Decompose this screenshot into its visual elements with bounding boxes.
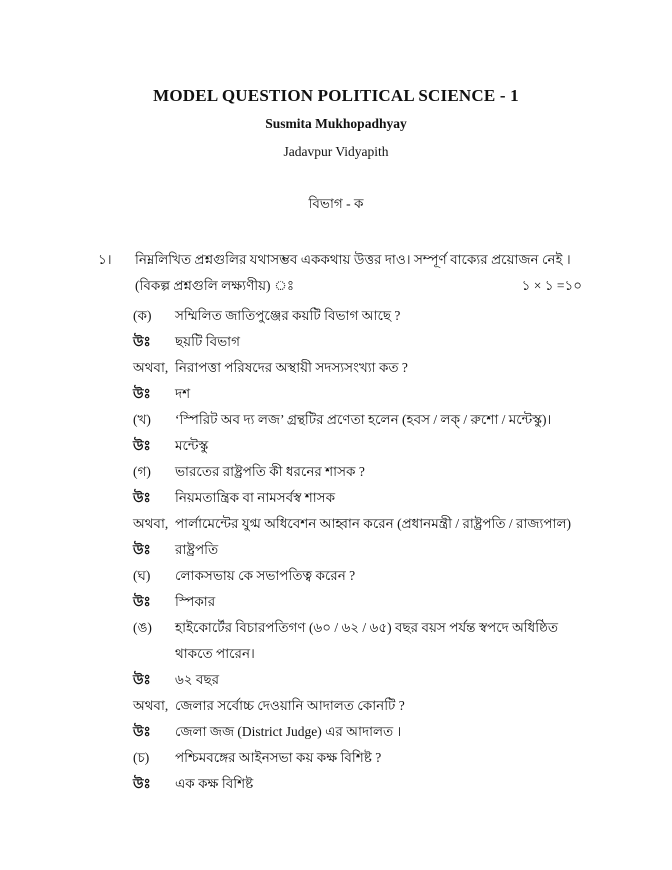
alt-question-row bbox=[133, 511, 582, 537]
sub-question-row bbox=[133, 563, 582, 589]
answer-row bbox=[133, 381, 582, 407]
item-label: অথবা, bbox=[133, 698, 169, 713]
item-text: সম্মিলিত জাতিপুঞ্জের কয়টি বিভাগ আছে ? bbox=[175, 308, 401, 323]
item-text: ‘স্পিরিট অব দ্য লজ’ গ্রন্থটির প্রণেতা হলেন (হবস / লক্ / রুশো / মন্টেস্কু)। bbox=[175, 412, 552, 427]
section-heading: বিভাগ - ক bbox=[308, 196, 364, 211]
item-text: নিয়মতান্ত্রিক বা নামসর্বস্ব শাসক bbox=[175, 490, 336, 505]
item-text: ৬২ বছর bbox=[175, 672, 220, 687]
item-text: নিরাপত্তা পরিষদের অস্থায়ী সদস্যসংখ্যা কত ? bbox=[175, 360, 408, 375]
question-marks: ১ × ১ =১০ bbox=[521, 278, 582, 293]
item-label: (খ) bbox=[133, 412, 151, 427]
item-text: ভারতের রাষ্ট্রপতি কী ধরনের শাসক ? bbox=[175, 464, 365, 479]
item-label: (চ) bbox=[133, 750, 150, 765]
item-label: উঃ bbox=[133, 724, 151, 739]
document-institution: Jadavpur Vidyapith bbox=[283, 144, 389, 159]
item-text: পশ্চিমবঙ্গের আইনসভা কয় কক্ষ বিশিষ্ট ? bbox=[175, 750, 382, 765]
sub-question-row bbox=[133, 407, 582, 433]
sub-question-row bbox=[133, 459, 582, 485]
answer-row bbox=[133, 771, 582, 797]
answer-row bbox=[133, 537, 582, 563]
item-label: অথবা, bbox=[133, 360, 169, 375]
item-text: স্পিকার bbox=[175, 594, 216, 609]
sub-question-row bbox=[133, 615, 582, 667]
item-text: ছয়টি বিভাগ bbox=[175, 334, 240, 349]
item-text: রাষ্ট্রপতি bbox=[175, 542, 219, 557]
question-items bbox=[98, 303, 582, 797]
document-title: MODEL QUESTION POLITICAL SCIENCE - 1 bbox=[153, 86, 519, 105]
item-label: উঃ bbox=[133, 334, 151, 349]
item-label: উঃ bbox=[133, 438, 151, 453]
question-1-block bbox=[98, 247, 582, 797]
document-author: Susmita Mukhopadhyay bbox=[265, 116, 407, 131]
item-text: জেলা জজ (District Judge) এর আদালত । bbox=[175, 724, 402, 739]
item-label: (গ) bbox=[133, 464, 151, 479]
item-label: (ঘ) bbox=[133, 568, 151, 583]
item-label: উঃ bbox=[133, 594, 151, 609]
item-text: জেলার সর্বোচ্চ দেওয়ানি আদালত কোনটি ? bbox=[175, 698, 405, 713]
answer-row bbox=[133, 329, 582, 355]
item-label: উঃ bbox=[133, 490, 151, 505]
answer-row bbox=[133, 433, 582, 459]
item-label: উঃ bbox=[133, 386, 151, 401]
question-1-header bbox=[98, 247, 582, 299]
answer-row bbox=[133, 719, 582, 745]
answer-row bbox=[133, 485, 582, 511]
item-label: (ঙ) bbox=[133, 620, 152, 635]
item-label: উঃ bbox=[133, 542, 151, 557]
question-number: ১। bbox=[98, 252, 112, 267]
sub-question-row bbox=[133, 745, 582, 771]
item-text: মন্টেস্কু bbox=[175, 438, 209, 453]
item-text: এক কক্ষ বিশিষ্ট bbox=[175, 776, 254, 791]
sub-question-row bbox=[133, 303, 582, 329]
item-text: দশ bbox=[175, 386, 191, 401]
alt-question-row bbox=[133, 355, 582, 381]
question-instruction: নিম্নলিখিত প্রশ্নগুলির যথাসম্ভব এককথায় উত্তর দাও। সম্পূর্ণ বাক্যের প্রয়োজন নেই । (বিকল্প প্রশ্নগুলি লক্ষ্যণীয়) ঃ bbox=[135, 252, 571, 293]
document-header bbox=[0, 0, 672, 213]
item-label: (ক) bbox=[133, 308, 152, 323]
item-text: লোকসভায় কে সভাপতিত্ব করেন ? bbox=[175, 568, 356, 583]
answer-row bbox=[133, 667, 582, 693]
question-instruction-wrap bbox=[135, 247, 582, 299]
item-label: উঃ bbox=[133, 672, 151, 687]
alt-question-row bbox=[133, 693, 582, 719]
answer-row bbox=[133, 589, 582, 615]
item-text: হাইকোর্টের বিচারপতিগণ (৬০ / ৬২ / ৬৫) বছর বয়স পর্যন্ত স্বপদে অধিষ্ঠিত থাকতে পারেন। bbox=[175, 620, 559, 661]
item-label: অথবা, bbox=[133, 516, 169, 531]
item-text: পার্লামেন্টের যুগ্ম অধিবেশন আহ্বান করেন (প্রধানমন্ত্রী / রাষ্ট্রপতি / রাজ্যপাল) bbox=[175, 516, 572, 531]
item-label: উঃ bbox=[133, 776, 151, 791]
